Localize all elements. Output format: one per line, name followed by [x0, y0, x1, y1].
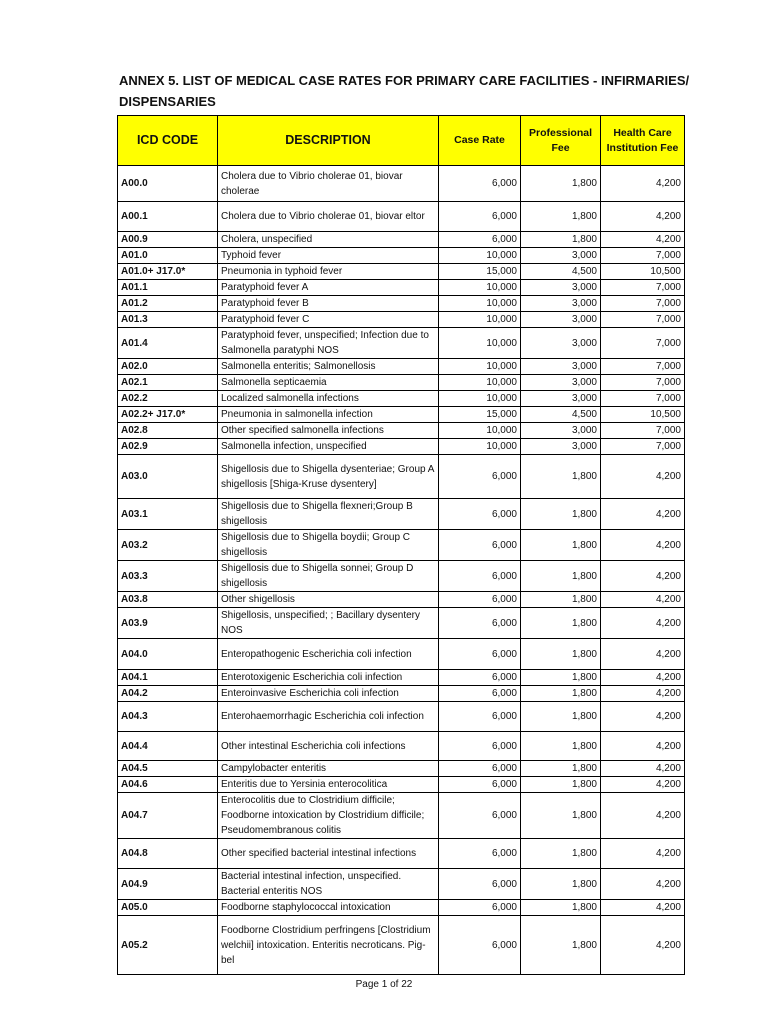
professional-fee-cell: 3,000 — [521, 439, 601, 455]
table-row — [118, 407, 685, 423]
table-row — [118, 312, 685, 328]
case-rate-cell: 15,000 — [439, 264, 521, 280]
case-rate-cell: 6,000 — [439, 592, 521, 608]
table-row — [118, 530, 685, 561]
case-rate-cell: 6,000 — [439, 202, 521, 232]
code-cell: A05.0 — [118, 900, 218, 916]
table-row — [118, 686, 685, 702]
hci-fee-cell: 4,200 — [601, 530, 685, 561]
description-cell: Enterohaemorrhagic Escherichia coli infection — [218, 702, 439, 732]
case-rate-cell: 6,000 — [439, 916, 521, 975]
case-rate-cell: 10,000 — [439, 423, 521, 439]
code-cell: A02.2+ J17.0* — [118, 407, 218, 423]
description-cell: Enterotoxigenic Escherichia coli infection — [218, 670, 439, 686]
table-header-row — [118, 116, 685, 166]
hci-fee-cell: 4,200 — [601, 869, 685, 900]
description-cell: Cholera, unspecified — [218, 232, 439, 248]
case-rate-cell: 6,000 — [439, 530, 521, 561]
hci-fee-cell: 4,200 — [601, 592, 685, 608]
table-row — [118, 670, 685, 686]
professional-fee-cell: 4,500 — [521, 264, 601, 280]
code-cell: A04.9 — [118, 869, 218, 900]
professional-fee-cell: 1,800 — [521, 202, 601, 232]
hci-fee-cell: 4,200 — [601, 639, 685, 670]
hci-fee-cell: 4,200 — [601, 793, 685, 839]
professional-fee-cell: 3,000 — [521, 391, 601, 407]
table-row — [118, 296, 685, 312]
table-row — [118, 608, 685, 639]
code-cell: A04.6 — [118, 777, 218, 793]
code-cell: A02.1 — [118, 375, 218, 391]
professional-fee-cell: 3,000 — [521, 296, 601, 312]
hci-fee-cell: 7,000 — [601, 423, 685, 439]
table-row — [118, 248, 685, 264]
professional-fee-cell: 1,800 — [521, 869, 601, 900]
document-title: ANNEX 5. LIST OF MEDICAL CASE RATES FOR PRIMARY CARE FACILITIES - INFIRMARIES/ DISPENSARIES — [119, 73, 690, 109]
case-rate-cell: 6,000 — [439, 670, 521, 686]
case-rate-cell: 6,000 — [439, 455, 521, 499]
table-row — [118, 166, 685, 202]
hci-fee-cell: 4,200 — [601, 702, 685, 732]
code-cell: A03.3 — [118, 561, 218, 592]
case-rate-cell: 6,000 — [439, 232, 521, 248]
description-cell: Bacterial intestinal infection, unspecified. Bacterial enteritis NOS — [218, 869, 439, 900]
case-rate-cell: 6,000 — [439, 869, 521, 900]
code-cell: A01.4 — [118, 328, 218, 359]
professional-fee-cell: 3,000 — [521, 280, 601, 296]
hci-fee-cell: 4,200 — [601, 777, 685, 793]
description-cell: Paratyphoid fever A — [218, 280, 439, 296]
description-cell: Paratyphoid fever B — [218, 296, 439, 312]
professional-fee-cell: 1,800 — [521, 499, 601, 530]
case-rate-cell: 10,000 — [439, 248, 521, 264]
professional-fee-cell: 1,800 — [521, 686, 601, 702]
code-cell: A05.2 — [118, 916, 218, 975]
code-cell: A01.2 — [118, 296, 218, 312]
hci-fee-cell: 4,200 — [601, 839, 685, 869]
description-cell: Other shigellosis — [218, 592, 439, 608]
page-number: Page 1 of 22 — [355, 979, 413, 990]
hci-fee-cell: 4,200 — [601, 732, 685, 761]
hci-fee-cell: 7,000 — [601, 439, 685, 455]
hci-fee-cell: 7,000 — [601, 391, 685, 407]
description-cell: Enteropathogenic Escherichia coli infection — [218, 639, 439, 670]
case-rate-cell: 6,000 — [439, 702, 521, 732]
professional-fee-cell: 1,800 — [521, 530, 601, 561]
hci-fee-cell: 7,000 — [601, 248, 685, 264]
description-cell: Foodborne Clostridium perfringens [Clostridium welchii] intoxication. Enteritis necroticans. Pig-bel — [218, 916, 439, 975]
professional-fee-cell: 1,800 — [521, 732, 601, 761]
description-cell: Enterocolitis due to Clostridium difficile; Foodborne intoxication by Clostridium difficile; Pseudomembranous colitis — [218, 793, 439, 839]
hci-fee-cell: 7,000 — [601, 296, 685, 312]
table-row — [118, 391, 685, 407]
professional-fee-cell: 1,800 — [521, 702, 601, 732]
description-cell: Salmonella enteritis; Salmonellosis — [218, 359, 439, 375]
hci-fee-cell: 4,200 — [601, 499, 685, 530]
header-case-rate: Case Rate — [439, 116, 521, 166]
table-row — [118, 455, 685, 499]
table-row — [118, 793, 685, 839]
table-row — [118, 900, 685, 916]
table-row — [118, 264, 685, 280]
professional-fee-cell: 3,000 — [521, 248, 601, 264]
hci-fee-cell: 4,200 — [601, 608, 685, 639]
case-rate-cell: 6,000 — [439, 499, 521, 530]
code-cell: A02.9 — [118, 439, 218, 455]
description-cell: Paratyphoid fever C — [218, 312, 439, 328]
table-row — [118, 761, 685, 777]
professional-fee-cell: 1,800 — [521, 608, 601, 639]
case-rate-cell: 6,000 — [439, 686, 521, 702]
professional-fee-cell: 1,800 — [521, 900, 601, 916]
case-rate-cell: 10,000 — [439, 312, 521, 328]
table-row — [118, 732, 685, 761]
table-row — [118, 499, 685, 530]
code-cell: A00.9 — [118, 232, 218, 248]
description-cell: Shigellosis, unspecified; ; Bacillary dysentery NOS — [218, 608, 439, 639]
header-hci-fee: Health Care Institution Fee — [601, 116, 685, 166]
description-cell: Cholera due to Vibrio cholerae 01, biovar cholerae — [218, 166, 439, 202]
hci-fee-cell: 4,200 — [601, 232, 685, 248]
professional-fee-cell: 3,000 — [521, 423, 601, 439]
code-cell: A04.5 — [118, 761, 218, 777]
code-cell: A00.1 — [118, 202, 218, 232]
professional-fee-cell: 3,000 — [521, 359, 601, 375]
hci-fee-cell: 4,200 — [601, 900, 685, 916]
professional-fee-cell: 1,800 — [521, 777, 601, 793]
table-row — [118, 439, 685, 455]
case-rate-cell: 10,000 — [439, 359, 521, 375]
hci-fee-cell: 10,500 — [601, 407, 685, 423]
table-row — [118, 280, 685, 296]
description-cell: Foodborne staphylococcal intoxication — [218, 900, 439, 916]
professional-fee-cell: 3,000 — [521, 328, 601, 359]
hci-fee-cell: 7,000 — [601, 280, 685, 296]
professional-fee-cell: 1,800 — [521, 839, 601, 869]
code-cell: A04.1 — [118, 670, 218, 686]
code-cell: A03.2 — [118, 530, 218, 561]
table-row — [118, 702, 685, 732]
code-cell: A01.0 — [118, 248, 218, 264]
code-cell: A01.3 — [118, 312, 218, 328]
professional-fee-cell: 1,800 — [521, 639, 601, 670]
case-rate-cell: 15,000 — [439, 407, 521, 423]
description-cell: Campylobacter enteritis — [218, 761, 439, 777]
table-row — [118, 232, 685, 248]
description-cell: Paratyphoid fever, unspecified; Infection due to Salmonella paratyphi NOS — [218, 328, 439, 359]
code-cell: A03.9 — [118, 608, 218, 639]
description-cell: Other specified bacterial intestinal infections — [218, 839, 439, 869]
table-row — [118, 359, 685, 375]
case-rate-cell: 6,000 — [439, 608, 521, 639]
table-row — [118, 328, 685, 359]
professional-fee-cell: 1,800 — [521, 232, 601, 248]
description-cell: Pneumonia in typhoid fever — [218, 264, 439, 280]
professional-fee-cell: 1,800 — [521, 793, 601, 839]
professional-fee-cell: 1,800 — [521, 455, 601, 499]
code-cell: A01.0+ J17.0* — [118, 264, 218, 280]
description-cell: Shigellosis due to Shigella dysenteriae; Group A shigellosis [Shiga-Kruse dysentery] — [218, 455, 439, 499]
case-rate-cell: 6,000 — [439, 777, 521, 793]
professional-fee-cell: 3,000 — [521, 312, 601, 328]
hci-fee-cell: 4,200 — [601, 166, 685, 202]
hci-fee-cell: 4,200 — [601, 916, 685, 975]
description-cell: Enteroinvasive Escherichia coli infection — [218, 686, 439, 702]
case-rate-cell: 6,000 — [439, 839, 521, 869]
code-cell: A04.8 — [118, 839, 218, 869]
table-row — [118, 639, 685, 670]
code-cell: A04.3 — [118, 702, 218, 732]
professional-fee-cell: 4,500 — [521, 407, 601, 423]
hci-fee-cell: 4,200 — [601, 561, 685, 592]
table-row — [118, 423, 685, 439]
case-rate-cell: 6,000 — [439, 732, 521, 761]
case-rate-cell: 6,000 — [439, 166, 521, 202]
professional-fee-cell: 1,800 — [521, 592, 601, 608]
description-cell: Localized salmonella infections — [218, 391, 439, 407]
hci-fee-cell: 7,000 — [601, 375, 685, 391]
description-cell: Enteritis due to Yersinia enterocolitica — [218, 777, 439, 793]
code-cell: A00.0 — [118, 166, 218, 202]
table-row — [118, 202, 685, 232]
table-row — [118, 375, 685, 391]
description-cell: Shigellosis due to Shigella boydii; Group C shigellosis — [218, 530, 439, 561]
case-rate-cell: 10,000 — [439, 439, 521, 455]
case-rate-cell: 6,000 — [439, 793, 521, 839]
case-rates-table — [117, 115, 685, 975]
code-cell: A02.0 — [118, 359, 218, 375]
header-icd-code: ICD CODE — [118, 116, 218, 166]
table-row — [118, 916, 685, 975]
code-cell: A03.0 — [118, 455, 218, 499]
description-cell: Salmonella septicaemia — [218, 375, 439, 391]
table-row — [118, 777, 685, 793]
header-description: DESCRIPTION — [218, 116, 439, 166]
hci-fee-cell: 4,200 — [601, 455, 685, 499]
case-rate-cell: 6,000 — [439, 639, 521, 670]
case-rate-cell: 6,000 — [439, 561, 521, 592]
code-cell: A03.8 — [118, 592, 218, 608]
hci-fee-cell: 7,000 — [601, 328, 685, 359]
code-cell: A01.1 — [118, 280, 218, 296]
description-cell: Salmonella infection, unspecified — [218, 439, 439, 455]
description-cell: Pneumonia in salmonella infection — [218, 407, 439, 423]
case-rate-cell: 6,000 — [439, 761, 521, 777]
professional-fee-cell: 1,800 — [521, 916, 601, 975]
description-cell: Other specified salmonella infections — [218, 423, 439, 439]
professional-fee-cell: 1,800 — [521, 561, 601, 592]
hci-fee-cell: 4,200 — [601, 761, 685, 777]
description-cell: Shigellosis due to Shigella flexneri;Group B shigellosis — [218, 499, 439, 530]
case-rate-cell: 10,000 — [439, 280, 521, 296]
header-professional-fee: Professional Fee — [521, 116, 601, 166]
description-cell: Typhoid fever — [218, 248, 439, 264]
code-cell: A04.4 — [118, 732, 218, 761]
professional-fee-cell: 1,800 — [521, 166, 601, 202]
case-rate-cell: 6,000 — [439, 900, 521, 916]
hci-fee-cell: 7,000 — [601, 312, 685, 328]
description-cell: Cholera due to Vibrio cholerae 01, biovar eltor — [218, 202, 439, 232]
hci-fee-cell: 4,200 — [601, 670, 685, 686]
description-cell: Other intestinal Escherichia coli infections — [218, 732, 439, 761]
table-row — [118, 869, 685, 900]
hci-fee-cell: 10,500 — [601, 264, 685, 280]
table-row — [118, 561, 685, 592]
case-rate-cell: 10,000 — [439, 375, 521, 391]
case-rate-cell: 10,000 — [439, 328, 521, 359]
code-cell: A04.2 — [118, 686, 218, 702]
code-cell: A02.2 — [118, 391, 218, 407]
hci-fee-cell: 4,200 — [601, 686, 685, 702]
hci-fee-cell: 4,200 — [601, 202, 685, 232]
code-cell: A02.8 — [118, 423, 218, 439]
table-row — [118, 592, 685, 608]
hci-fee-cell: 7,000 — [601, 359, 685, 375]
case-rate-cell: 10,000 — [439, 391, 521, 407]
description-cell: Shigellosis due to Shigella sonnei; Group D shigellosis — [218, 561, 439, 592]
professional-fee-cell: 1,800 — [521, 670, 601, 686]
case-rate-cell: 10,000 — [439, 296, 521, 312]
professional-fee-cell: 3,000 — [521, 375, 601, 391]
professional-fee-cell: 1,800 — [521, 761, 601, 777]
code-cell: A04.0 — [118, 639, 218, 670]
code-cell: A03.1 — [118, 499, 218, 530]
code-cell: A04.7 — [118, 793, 218, 839]
table-row — [118, 839, 685, 869]
